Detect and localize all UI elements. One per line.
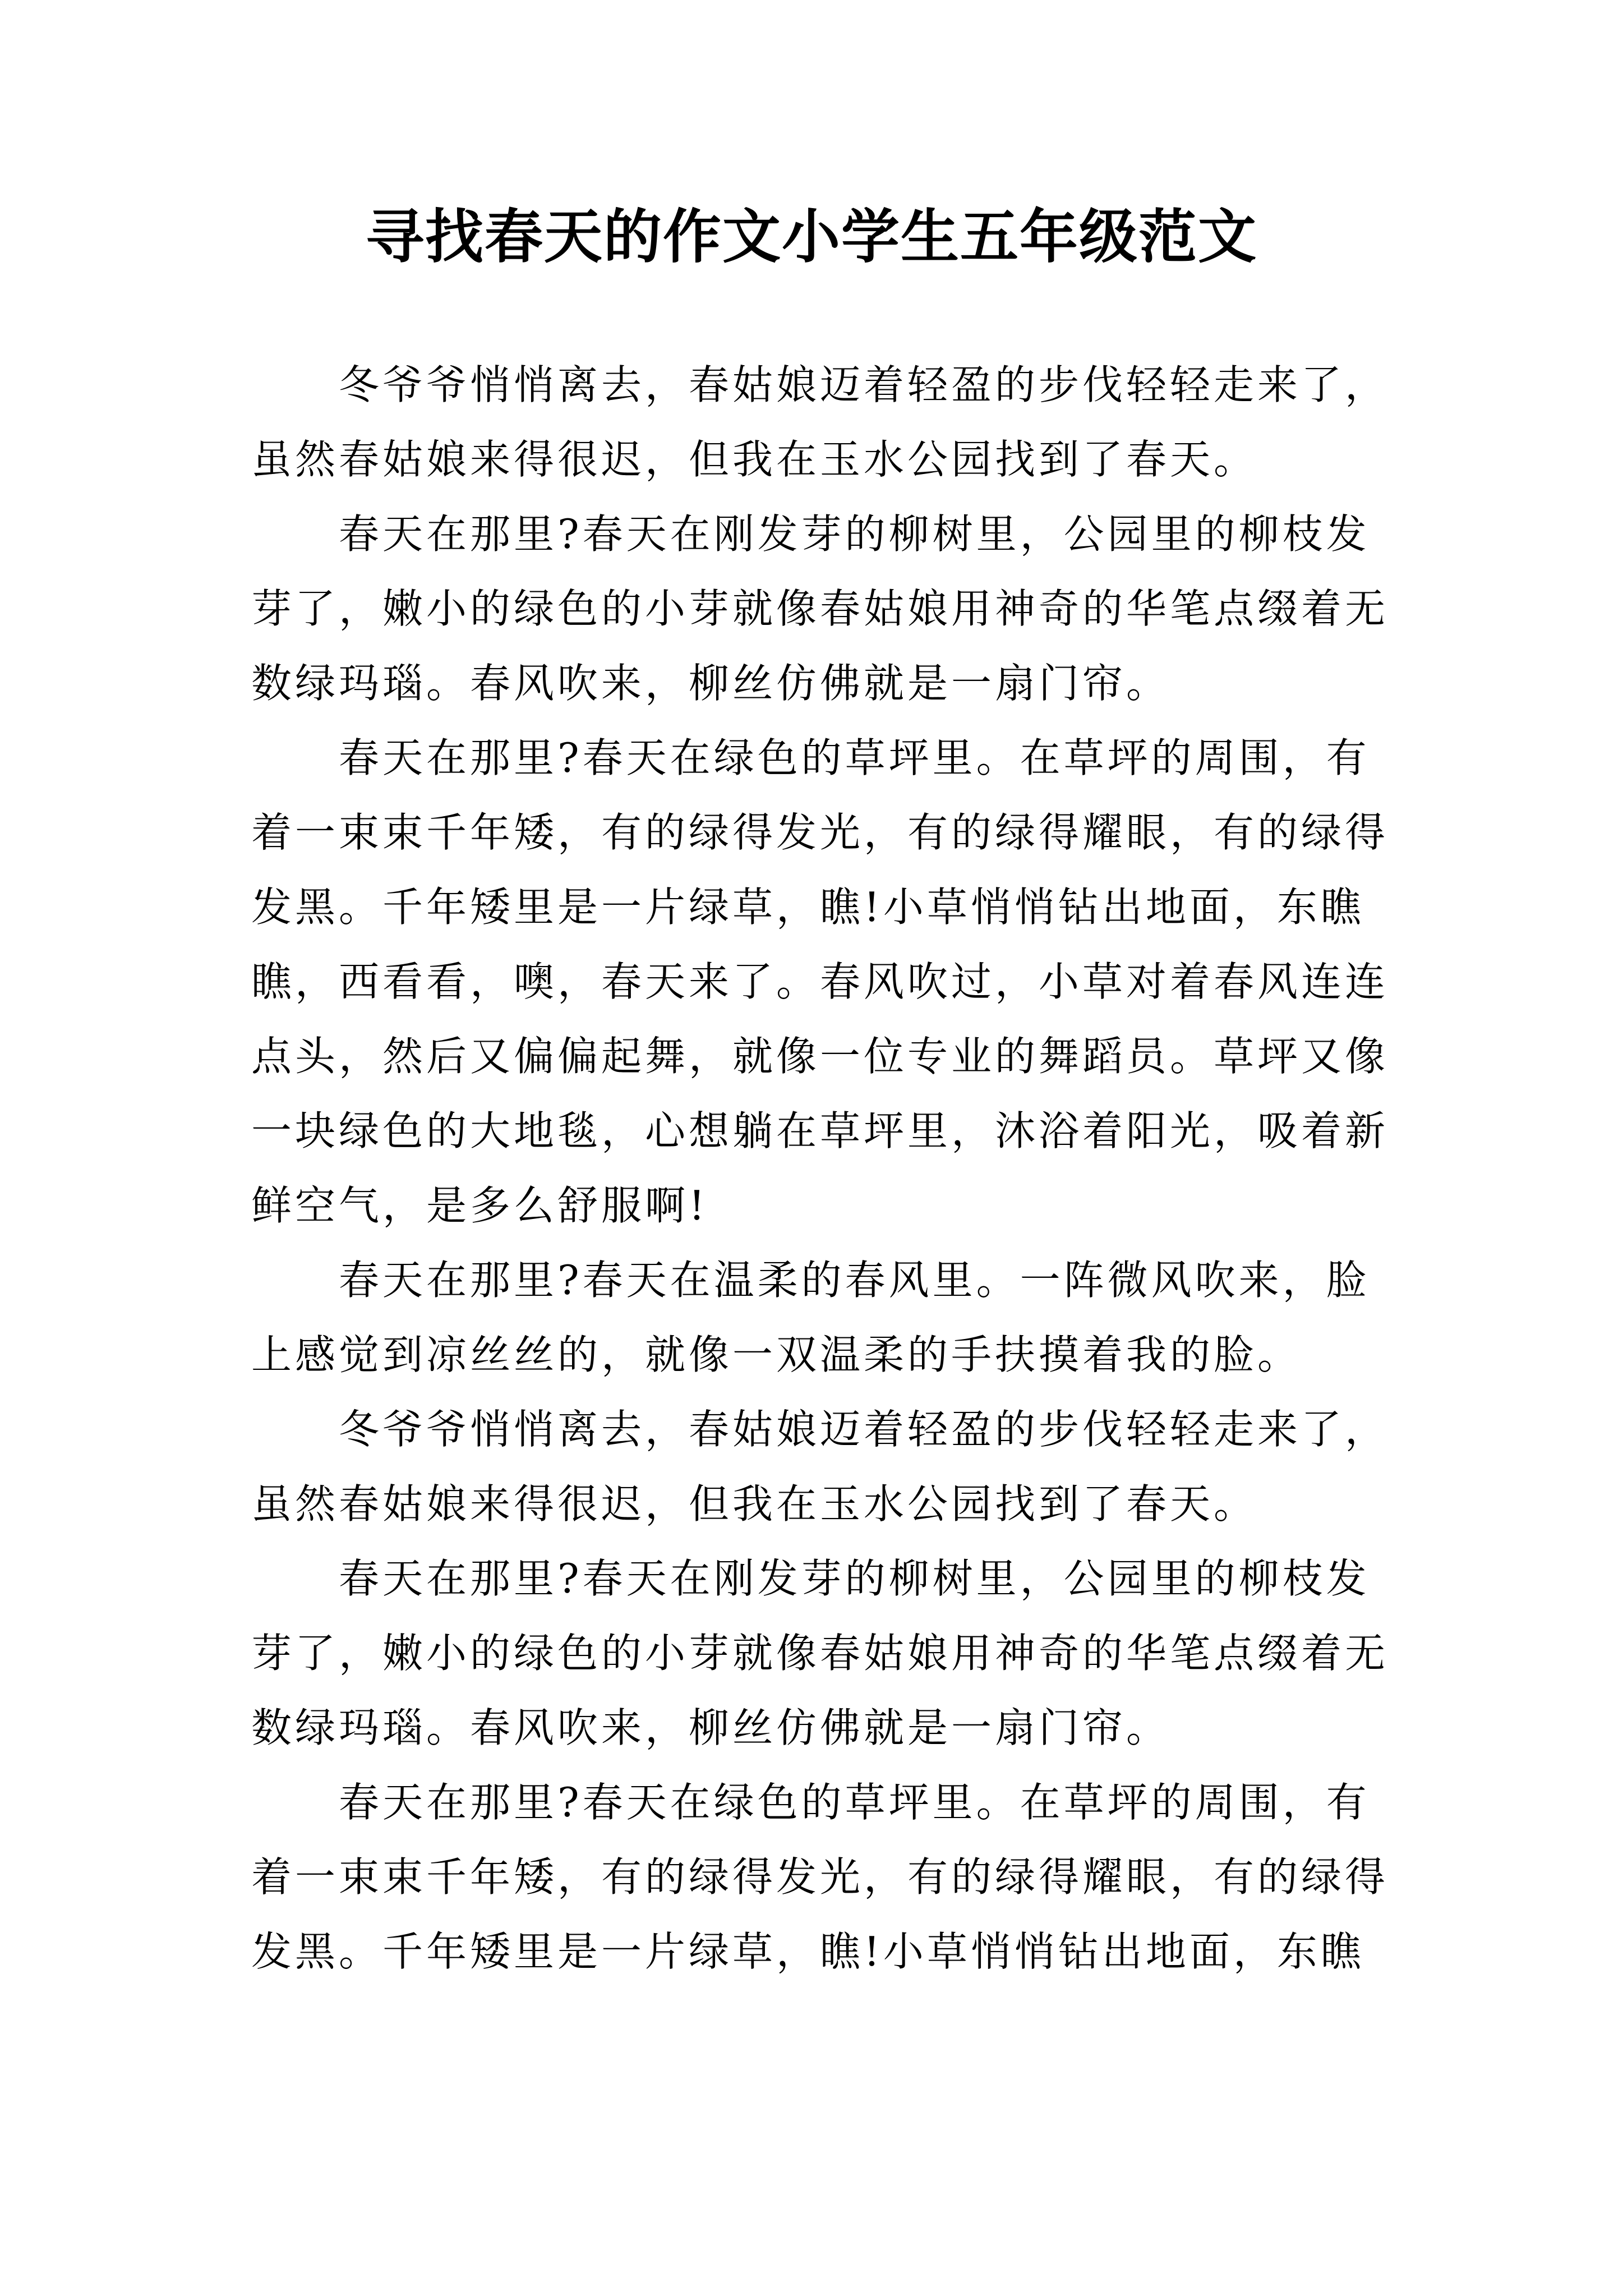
paragraph-5: 冬爷爷悄悄离去，春姑娘迈着轻盈的步伐轻轻走来了，虽然春姑娘来得很迟，但我在玉水公园找到了春天。: [251, 1406, 1389, 1527]
paragraph-1: 冬爷爷悄悄离去，春姑娘迈着轻盈的步伐轻轻走来了，虽然春姑娘来得很迟，但我在玉水公园找到了春天。: [251, 361, 1389, 483]
paragraph-4: 春天在那里?春天在温柔的春风里。一阵微风吹来，脸上感觉到凉丝丝的，就像一双温柔的手扶摸着我的脸。: [251, 1257, 1370, 1378]
paragraph-2: 春天在那里?春天在刚发芽的柳树里，公园里的柳枝发芽了，嫩小的绿色的小芽就像春姑娘用神奇的华笔点缀着无数绿玛瑙。春风吹来，柳丝仿佛就是一扇门帘。: [251, 510, 1389, 707]
document-body: [251, 348, 1390, 1989]
document-title: 寻找春天的作文小学生五年级范文: [365, 202, 1257, 271]
paragraph-7: 春天在那里?春天在绿色的草坪里。在草坪的周围，有着一束束千年矮，有的绿得发光，有的绿得耀眼，有的绿得发黑。千年矮里是一片绿草，瞧!小草悄悄钻出地面，东瞧: [251, 1779, 1389, 1975]
paragraph-3: 春天在那里?春天在绿色的草坪里。在草坪的周围，有着一束束千年矮，有的绿得发光，有的绿得耀眼，有的绿得发黑。千年矮里是一片绿草，瞧!小草悄悄钻出地面，东瞧瞧，西看看，噢，春天来了。春风吹过，小草对着春风连连点头，然后又偏偏起舞，就像一位专业的舞蹈员。草坪又像一块绿色的大地毯，心想躺在草坪里，沐浴着阳光，吸着新鲜空气，是多么舒服啊!: [251, 734, 1389, 1229]
paragraph-6: 春天在那里?春天在刚发芽的柳树里，公园里的柳枝发芽了，嫩小的绿色的小芽就像春姑娘用神奇的华笔点缀着无数绿玛瑙。春风吹来，柳丝仿佛就是一扇门帘。: [251, 1555, 1389, 1751]
